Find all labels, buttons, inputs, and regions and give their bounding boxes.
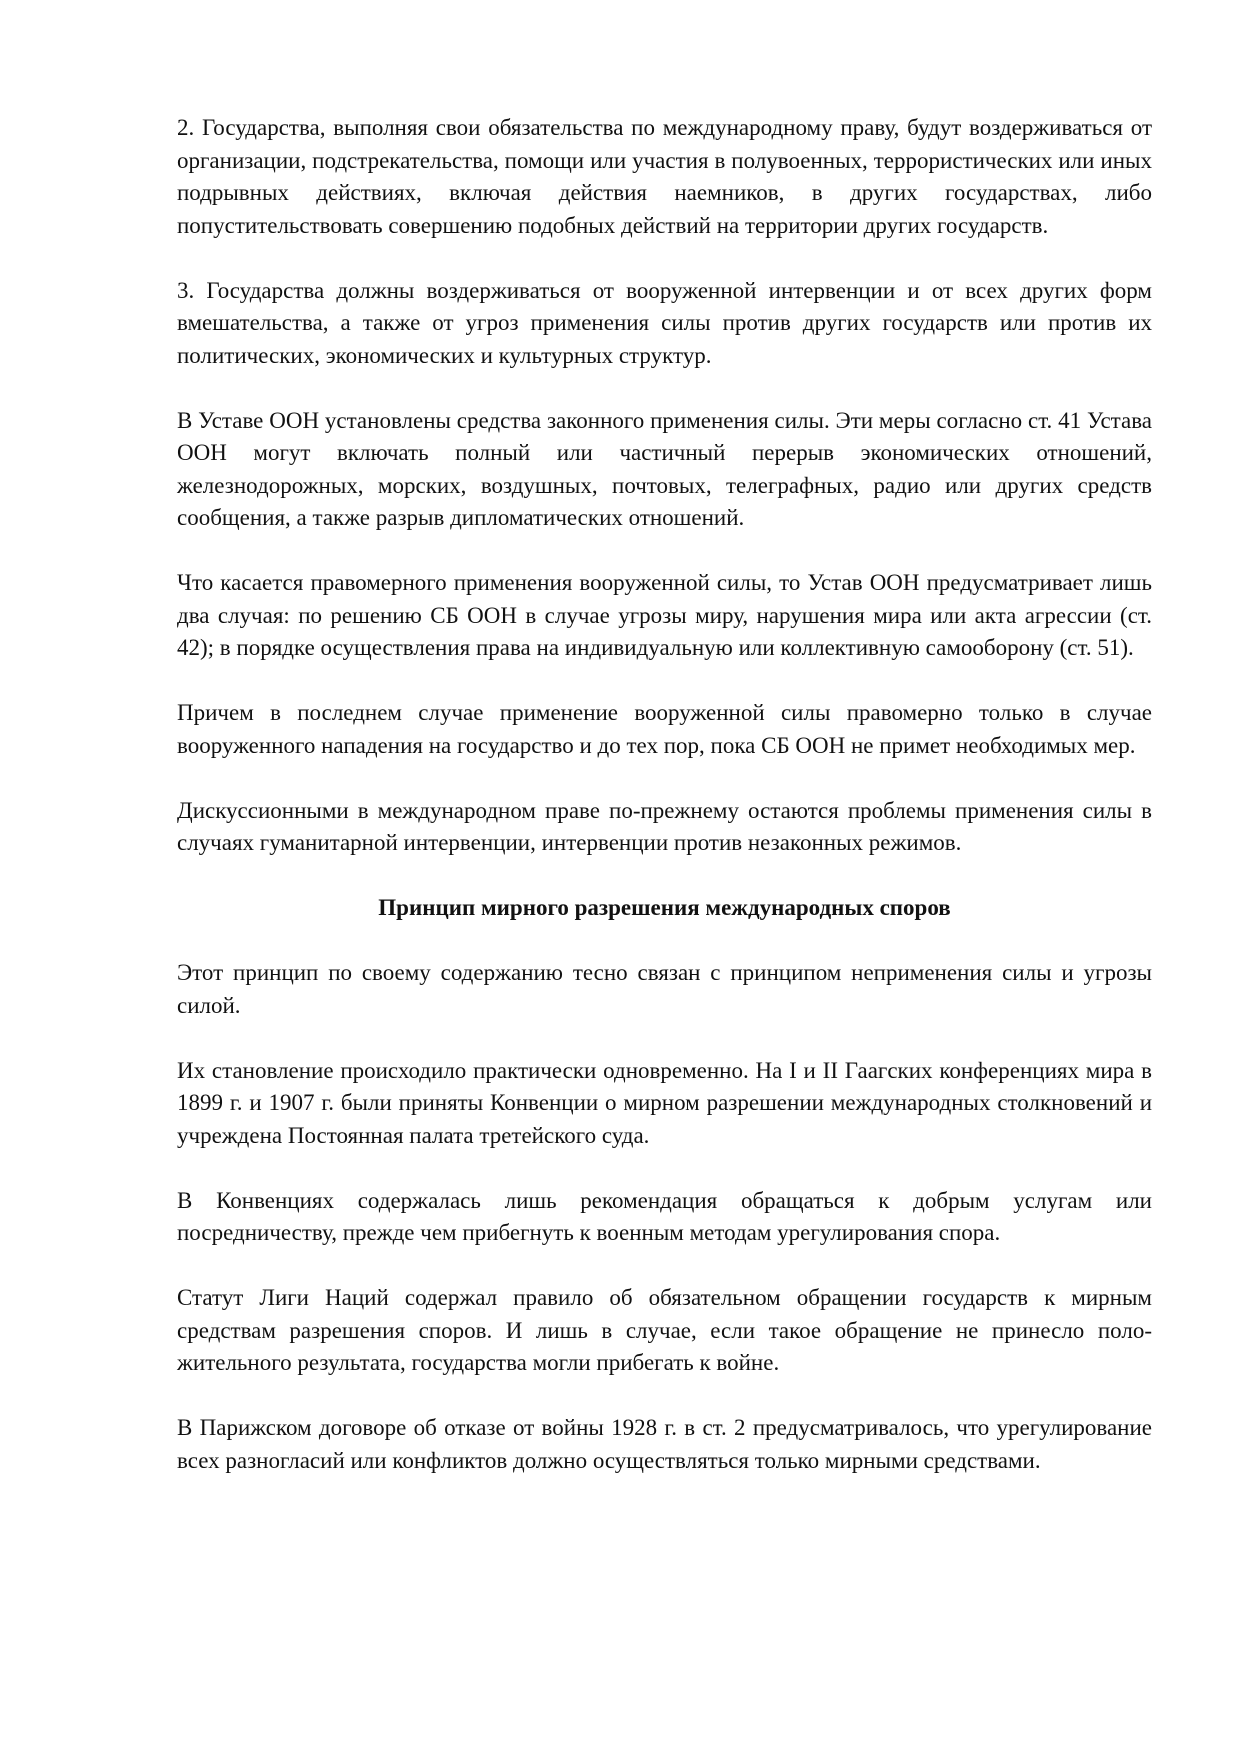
document-body (177, 112, 1152, 1510)
section-heading: Принцип мирного разрешения международных споров (378, 895, 951, 920)
paragraph-conventions: В Конвенциях содержалась лишь рекомендация обращаться к добрым услугам или посредничеству, прежде чем прибегнуть к военным методам урегулирования спора. (177, 1187, 1152, 1245)
paragraph-hague-conferences: Их становление происходило практически одновременно. На I и II Гаагских конференциях мира в 1899 г. и 1907 г. были приняты Конвенции о мирном разрешении международных столкновений и учреждена Постоянная палата третейского суда. (177, 1057, 1152, 1148)
paragraph-self-defense: Причем в последнем случае применение вооруженной силы правомерно только в случае вооруженного нападения на государство и до тех пор, пока СБ ООН не примет необходимых мер. (177, 700, 1152, 758)
paragraph-league-statute: Статут Лиги Наций содержал правило об обязательном обращении государств к мирным средствам разрешения споров. И лишь в случае, если такое обращение не принесло положительного результата, государства могли прибегать к войне. (177, 1285, 1152, 1375)
paragraph-lawful-force-measures: В Уставе ООН установлены средства законного применения силы. Эти меры согласно ст. 41 Устава ООН могут включать полный или частичный перерыв экономических отношений, железнодорожных, морских, воздушных, почтовых, телеграфных, радио или других средств сообщения, а также разрыв дипломатических отношений. (177, 407, 1152, 530)
paragraph-paris-treaty: В Парижском договоре об отказе от войны 1928 г. в ст. 2 предусматривалось, что урегулирование всех разногласий или конфликтов должно осуществляться только мирными средствами. (177, 1415, 1152, 1473)
paragraph-lawful-armed-force: Что касается правомерного применения вооруженной силы, то Устав ООН предусматривает лишь два случая: по решению СБ ООН в случае угрозы миру, нарушения мира или акта агрессии (ст. 42); в порядке осуществления права на индивидуальную или коллективную самооборону (ст. 51). (177, 570, 1152, 660)
paragraph-debated-issues: Дискуссионными в международном праве по-прежнему остаются проблемы применения силы в случаях гуманитарной интервенции, интервенции против незаконных режимов. (177, 797, 1152, 855)
paragraph-non-intervention: 3. Государства должны воздерживаться от вооруженной интервенции и от всех других форм вмешательства, а также от угроз применения силы против других государств или против их политических, экономических и культурных структур. (177, 277, 1152, 368)
paragraph-principle-relation: Этот принцип по своему содержанию тесно связан с принципом неприменения силы и угрозы силой. (177, 960, 1152, 1018)
paragraph-state-obligations: 2. Государства, выполняя свои обязательства по международному праву, будут воздерживаться от организации, подстрекательства, помощи или участия в полувоенных, террористических или иных подрывных действиях, включая действия наемников, в других государствах, либо попустительствовать совершению подобных действий на территории других государств. (177, 115, 1152, 238)
